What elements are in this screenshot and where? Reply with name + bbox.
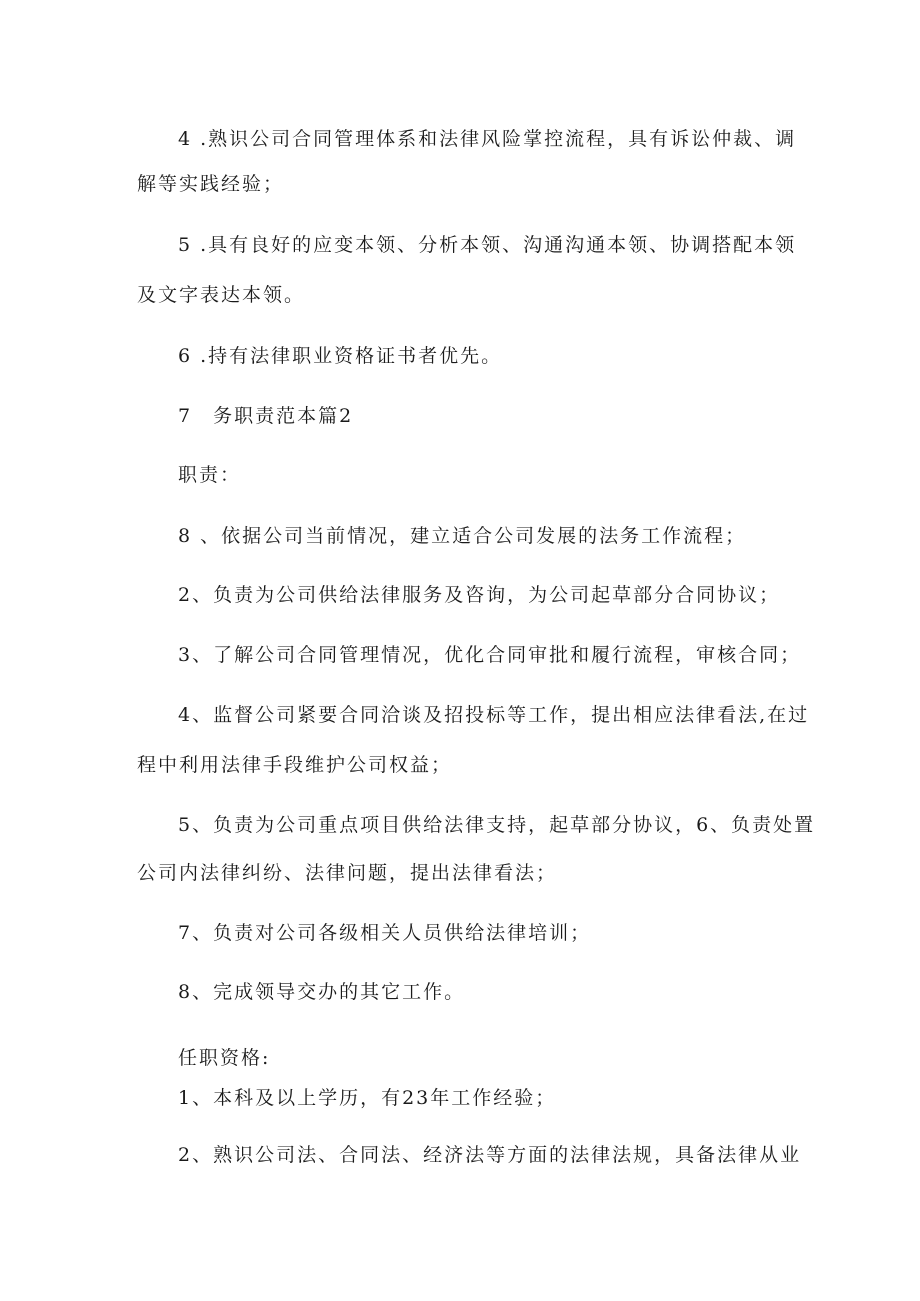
- paragraph-line: 8、完成领导交办的其它工作。: [178, 981, 466, 1003]
- paragraph-line: 及文字表达本领。: [137, 284, 306, 306]
- paragraph-line: 5 .具有良好的应变本领、分析本领、沟通沟通本领、协调搭配本领: [178, 234, 797, 256]
- paragraph-line: 1、本科及以上学历，有23年工作经验；: [178, 1087, 557, 1109]
- paragraph-line: 解等实践经验；: [137, 173, 285, 195]
- paragraph-line: 4、监督公司紧要合同洽谈及招投标等工作，提出相应法律看法,在过: [178, 704, 810, 726]
- paragraph-line: 8 、依据公司当前情况，建立适合公司发展的法务工作流程；: [178, 525, 747, 547]
- paragraph-line: 6 .持有法律职业资格证书者优先。: [178, 345, 503, 367]
- duties-label-line: 职责：: [178, 464, 242, 486]
- qualifications-label-line: 任职资格:: [178, 1047, 271, 1069]
- paragraph-line: 公司内法律纠纷、法律问题，提出法律看法；: [137, 862, 558, 884]
- paragraph-line: 5、负责为公司重点项目供给法律支持，起草部分协议，6、负责处置: [178, 814, 816, 836]
- paragraph-line: 7、负责对公司各级相关人员供给法律培训；: [178, 922, 592, 944]
- section-heading-line: 7 务职责范本篇2: [178, 405, 354, 427]
- paragraph-line: 程中利用法律手段维护公司权益；: [137, 754, 453, 776]
- paragraph-line: 2、负责为公司供给法律服务及咨询，为公司起草部分合同协议；: [178, 584, 781, 606]
- paragraph-line: 2、熟识公司法、合同法、经济法等方面的法律法规，具备法律从业: [178, 1144, 802, 1166]
- paragraph-line: 4 .熟识公司合同管理体系和法律风险掌控流程，具有诉讼仲裁、调: [178, 128, 797, 150]
- paragraph-line: 3、了解公司合同管理情况，优化合同审批和履行流程，审核合同；: [178, 644, 802, 666]
